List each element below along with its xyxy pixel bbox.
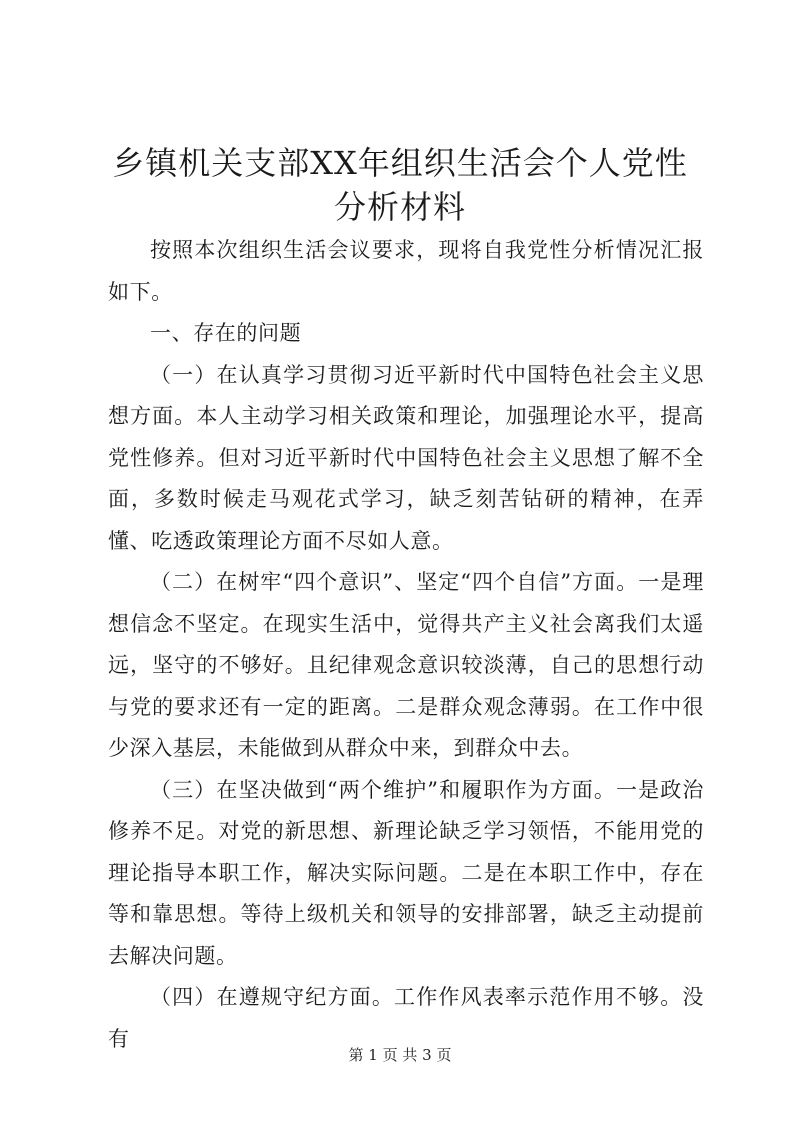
intro-paragraph: 按照本次组织生活会议要求，现将自我党性分析情况汇报如下。: [108, 238, 704, 304]
page-number-footer: 第 1 页 共 3 页: [348, 1046, 452, 1064]
issue-paragraph-2: （二）在树牢“四个意识”、坚定“四个自信”方面。一是理想信念不坚定。在现实生活中，觉得共产主义社会离我们太遥远，坚守的不够好。且纪律观念意识较淡薄，自己的思想行动与党的要求还有一定的距离。二是群众观念薄弱。在工作中很少深入基层，未能做到从群众中来，到群众中去。: [108, 570, 704, 760]
issue-paragraph-3: （三）在坚决做到“两个维护”和履职作为方面。一是政治修养不足。对党的新思想、新理论缺乏学习领悟，不能用党的理论指导本职工作，解决实际问题。二是在本职工作中，存在等和靠思想。等待上级机关和领导的安排部署，缺乏主动提前去解决问题。: [108, 777, 704, 968]
section-heading: 一、存在的问题: [150, 321, 302, 345]
issue-paragraph-4: （四）在遵规守纪方面。工作作风表率示范作用不够。没有: [108, 985, 704, 1051]
issue-paragraph-1: （一）在认真学习贯彻习近平新时代中国特色社会主义思想方面。本人主动学习相关政策和理论，加强理论水平，提高党性修养。但对习近平新时代中国特色社会主义思想了解不全面，多数时候走马观花式学习，缺乏刻苦钻研的精神，在弄懂、吃透政策理论方面不尽如人意。: [108, 362, 704, 553]
document-body: [108, 230, 704, 1060]
document-title: 乡镇机关支部XX年组织生活会个人党性分析材料: [112, 144, 688, 226]
